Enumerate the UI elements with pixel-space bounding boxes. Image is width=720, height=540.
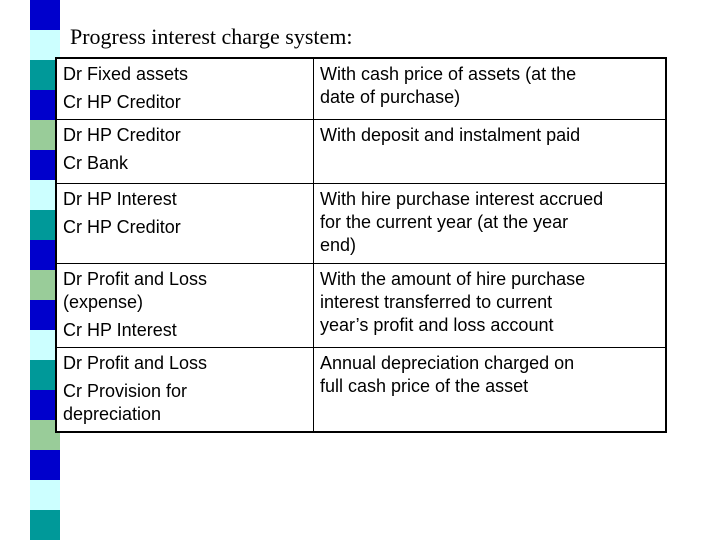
entry-line: Cr HP Interest: [63, 319, 177, 340]
description-cell: [314, 347, 667, 432]
stripe-block: [30, 450, 60, 480]
entry-line: Dr HP Creditor: [63, 124, 181, 145]
stripe-block: [30, 30, 60, 60]
description-line: end): [320, 234, 357, 255]
description-line: With cash price of assets (at the: [320, 64, 577, 84]
entry-cell: [56, 183, 314, 263]
description-line: date of purchase): [320, 87, 461, 107]
table-row: [56, 263, 666, 347]
entry-line: Cr HP Creditor: [63, 92, 181, 112]
slide-title: Progress interest charge system:: [70, 24, 353, 49]
description-line: Annual depreciation charged on: [320, 352, 575, 373]
description-line: With the amount of hire purchase: [320, 268, 586, 289]
stripe-block: [30, 0, 60, 30]
stripe-block: [30, 510, 60, 540]
entry-line: Cr HP Creditor: [63, 216, 181, 237]
description-line: interest transferred to current: [320, 291, 553, 312]
table-row: [56, 347, 666, 432]
stripe-block: [30, 480, 60, 510]
entry-line: Dr Profit and Loss: [63, 352, 208, 373]
entry-line: Dr Fixed assets: [63, 64, 189, 84]
description-line: for the current year (at the year: [320, 211, 569, 232]
description-line: year’s profit and loss account: [320, 314, 554, 335]
description-cell: [314, 183, 667, 263]
description-line: With hire purchase interest accrued: [320, 188, 604, 209]
description-cell: [314, 58, 667, 119]
entry-line: (expense): [63, 291, 144, 312]
entry-line: Cr Bank: [63, 152, 129, 173]
description-cell: [314, 119, 667, 183]
description-cell: [314, 263, 667, 347]
table-row: [56, 119, 666, 183]
entry-line: depreciation: [63, 403, 162, 424]
table-row: [56, 183, 666, 263]
entry-cell: [56, 263, 314, 347]
table-row: [56, 58, 666, 119]
entry-cell: [56, 58, 314, 119]
entry-cell: [56, 347, 314, 432]
entry-line: Dr HP Interest: [63, 188, 177, 209]
entry-line: Cr Provision for: [63, 380, 188, 401]
entry-line: Dr Profit and Loss: [63, 268, 208, 289]
description-line: With deposit and instalment paid: [320, 124, 581, 145]
description-line: full cash price of the asset: [320, 375, 529, 396]
entry-cell: [56, 119, 314, 183]
journal-table: [55, 57, 667, 433]
